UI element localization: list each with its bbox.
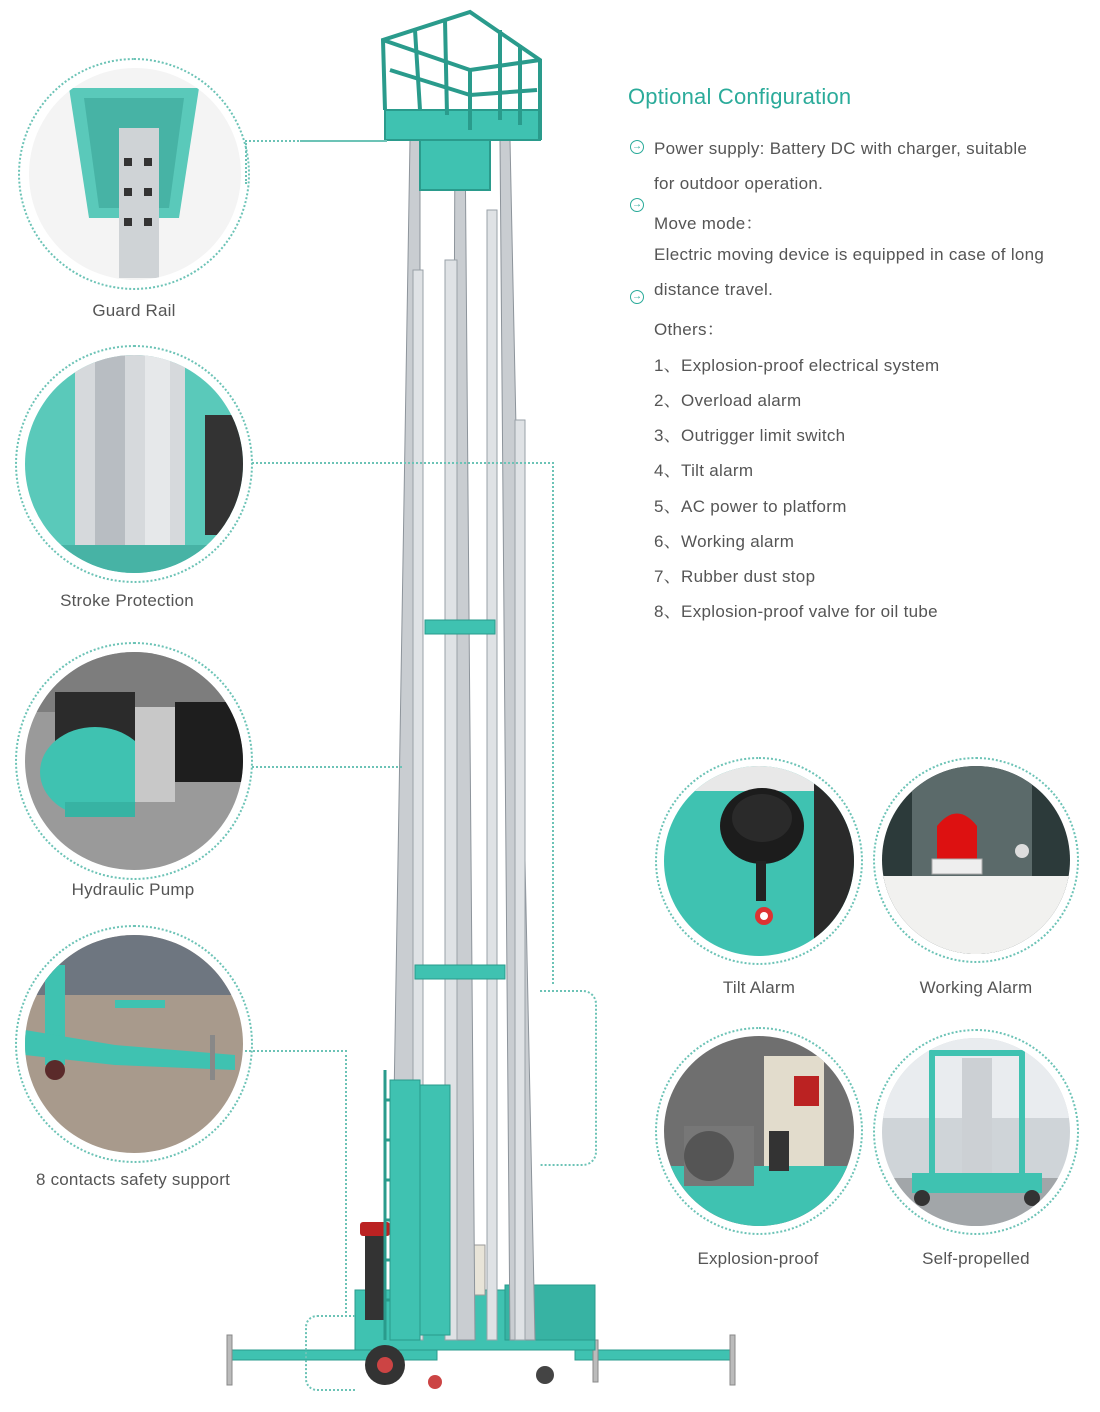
- safety-support-photo: [25, 935, 243, 1153]
- arrow-circle-icon: →: [632, 141, 642, 152]
- connector-guard-rail: [245, 140, 387, 184]
- others-item: 2、Overload alarm: [654, 391, 802, 410]
- hydraulic-pump-caption: Hydraulic Pump: [71, 880, 195, 899]
- guard-rail-photo: [29, 68, 241, 280]
- connector-stroke-bracket: [540, 990, 597, 1166]
- power-supply-line-2: for outdoor operation.: [654, 174, 824, 193]
- others-label: Others：: [654, 320, 725, 339]
- others-item: 6、Working alarm: [654, 532, 795, 551]
- tilt-alarm-caption: Tilt Alarm: [722, 978, 796, 997]
- move-mode-line-3: distance travel.: [654, 280, 774, 299]
- guard-rail-caption: Guard Rail: [92, 301, 176, 320]
- optional-configuration-heading: Optional Configuration: [628, 84, 852, 109]
- explosion-proof-caption: Explosion-proof: [697, 1249, 819, 1268]
- move-mode-label: Move mode：: [654, 214, 763, 233]
- arrow-circle-icon: →: [632, 199, 642, 210]
- connector-guard-rail-end: [300, 140, 385, 142]
- others-item: 8、Explosion-proof valve for oil tube: [654, 602, 938, 621]
- others-item: 5、AC power to platform: [654, 497, 847, 516]
- explosion-proof-photo: [664, 1036, 854, 1226]
- others-item: 3、Outrigger limit switch: [654, 426, 846, 445]
- connector-hydraulic-pump: [252, 766, 402, 768]
- arrow-circle-icon: →: [632, 291, 642, 302]
- stroke-protection-photo: [25, 355, 243, 573]
- power-supply-line-1: Power supply: Battery DC with charger, suitable: [654, 139, 1028, 158]
- connector-safety-support-base: [305, 1315, 355, 1391]
- working-alarm-photo: [882, 766, 1070, 954]
- others-item: 4、Tilt alarm: [654, 461, 754, 480]
- safety-support-caption: 8 contacts safety support: [36, 1170, 230, 1189]
- others-item: 1、Explosion-proof electrical system: [654, 356, 940, 375]
- self-propelled-caption: Self-propelled: [922, 1249, 1030, 1268]
- move-mode-line-2: Electric moving device is equipped in case of long: [654, 245, 1045, 264]
- connector-stroke-protection: [252, 462, 554, 984]
- others-item: 7、Rubber dust stop: [654, 567, 816, 586]
- working-alarm-caption: Working Alarm: [919, 978, 1033, 997]
- self-propelled-photo: [882, 1038, 1070, 1226]
- tilt-alarm-photo: [664, 766, 854, 956]
- connector-safety-support: [245, 1050, 347, 1317]
- hydraulic-pump-photo: [25, 652, 243, 870]
- stroke-protection-caption: Stroke Protection: [60, 591, 194, 610]
